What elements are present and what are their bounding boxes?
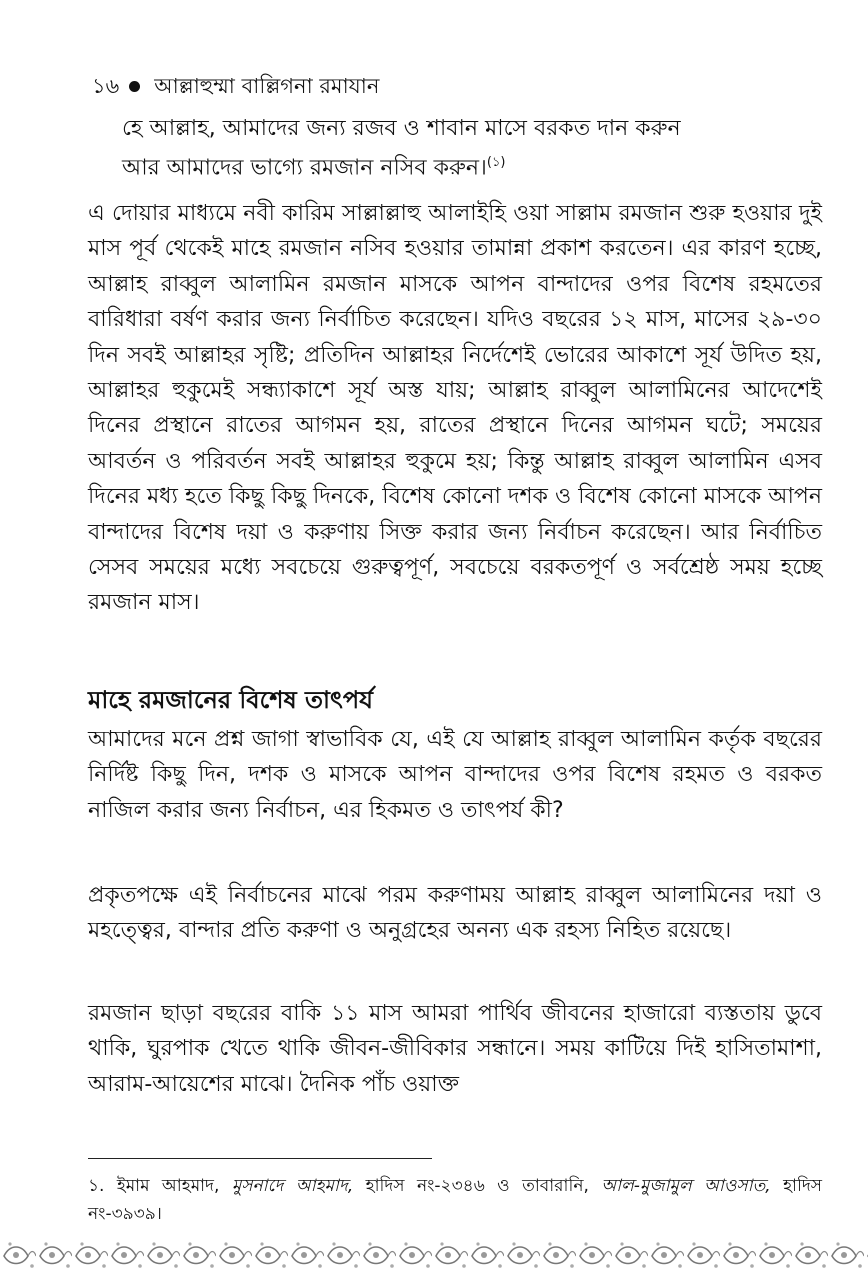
paragraph-4: রমজান ছাড়া বছরের বাকি ১১ মাস আমরা পার্থিব জীবনের হাজারো ব্যস্ততায় ডুবে থাকি, ঘুরপাক খেতে থাকি জীবন-জীবিকার সন্ধানে। সময় কাটিয়ে দিই হাসিতামাশা, আরাম-আয়েশের মাঝে। দৈনিক পাঁচ ওয়াক্ত [88,1001,822,1097]
footnote-divider [88,1158,432,1159]
book-title: আল্লাহুম্মা বাল্লিগনা রমাযান [154,74,380,98]
page-number: ১৬ [92,74,120,98]
footnote-number: ১. [88,1176,105,1196]
paragraph-1: এ দোয়ার মাধ্যমে নবী কারিম সাল্লাল্লাহু আলাইহি ওয়া সাল্লাম রমজান শুরু হওয়ার দুই মাস পূর্ব থেকেই মাহে রমজান নসিব হওয়ার তামান্না প্রকাশ করতেন। এর কারণ হচ্ছে, আল্লাহ রাব্বুল আলামিন রমজান মাসকে আপন বান্দাদের ওপর বিশেষ রহমতের বারিধারা বর্ষণ করার জন্য নির্বাচিত করেছেন। যদিও বছরের ১২ মাস, মাসের ২৯-৩০ দিন সবই আল্লাহর সৃষ্টি; প্রতিদিন আল্লাহর নির্দেশেই ভোরের আকাশে সূর্য উদিত হয়, আল্লাহর হুকুমেই সন্ধ্যাকাশে সূর্য অস্ত যায়; আল্লাহ রাব্বুল আলামিনের আদেশেই দিনের প্রস্থানে রাতের আগমন হয়, রাতের প্রস্থানে দিনের আগমন ঘটে; সময়ের আবর্তন ও পরিবর্তন সবই আল্লাহর হুকুমে হয়; কিন্তু আল্লাহ রাব্বুল আলামিন এসব দিনের মধ্য হতে কিছু কিছু দিনকে, বিশেষ কোনো দশক ও বিশেষ কোনো মাসকে আপন বান্দাদের বিশেষ দয়া ও করুণায় সিক্ত করার জন্য নির্বাচন করেছেন। আর নির্বাচিত সেসব সময়ের মধ্যে সবচেয়ে গুরুত্বপূর্ণ, সবচেয়ে বরকতপূর্ণ ও সর্বশ্রেষ্ঠ সময় হচ্ছে রমজান মাস। [88,201,822,616]
footnote [88,1172,822,1228]
dua-quote [122,112,822,185]
running-head [92,72,379,100]
footnote-author: ইমাম আহমাদ, [116,1176,220,1196]
floral-ornament-icon [0,1236,868,1276]
paragraph-3: প্রকৃতপক্ষে এই নির্বাচনের মাঝে পরম করুণাময় আল্লাহ রাব্বুল আলামিনের দয়া ও মহত্ত্বের, বান্দার প্রতি করুণা ও অনুগ্রহের অনন্য এক রহস্য নিহিত রয়েছে। [88,883,822,944]
section-heading: মাহে রমজানের বিশেষ তাৎপর্য [88,686,373,714]
bullet-icon [129,81,140,92]
footnote-ref-1: হাদিস নং-২৩৪৬ ও তাবারানি, [365,1176,589,1196]
footnote-book-1: মুসনাদে আহমাদ, [231,1176,354,1196]
footnote-reference: (১) [486,155,506,170]
footnote-book-2: আল-মুজামুল আওসাত, [601,1176,771,1196]
paragraph-2: আমাদের মনে প্রশ্ন জাগা স্বাভাবিক যে, এই যে আল্লাহ রাব্বুল আলামিন কর্তৃক বছরের নির্দিষ্ট কিছু দিন, দশক ও মাসকে আপন বান্দাদের ওপর বিশেষ রহমত ও বরকত নাজিল করার জন্য নির্বাচন, এর হিকমত ও তাৎপর্য কী? [88,727,822,823]
footnote-ref-2: হাদিস নং-৩৯৩৯। [88,1176,823,1224]
dua-line-1: হে আল্লাহ, আমাদের জন্য রজব ও শাবান মাসে বরকত দান করুন [122,116,681,141]
dua-line-2: আর আমাদের ভাগ্যে রমজান নসিব করুন। [122,155,487,181]
